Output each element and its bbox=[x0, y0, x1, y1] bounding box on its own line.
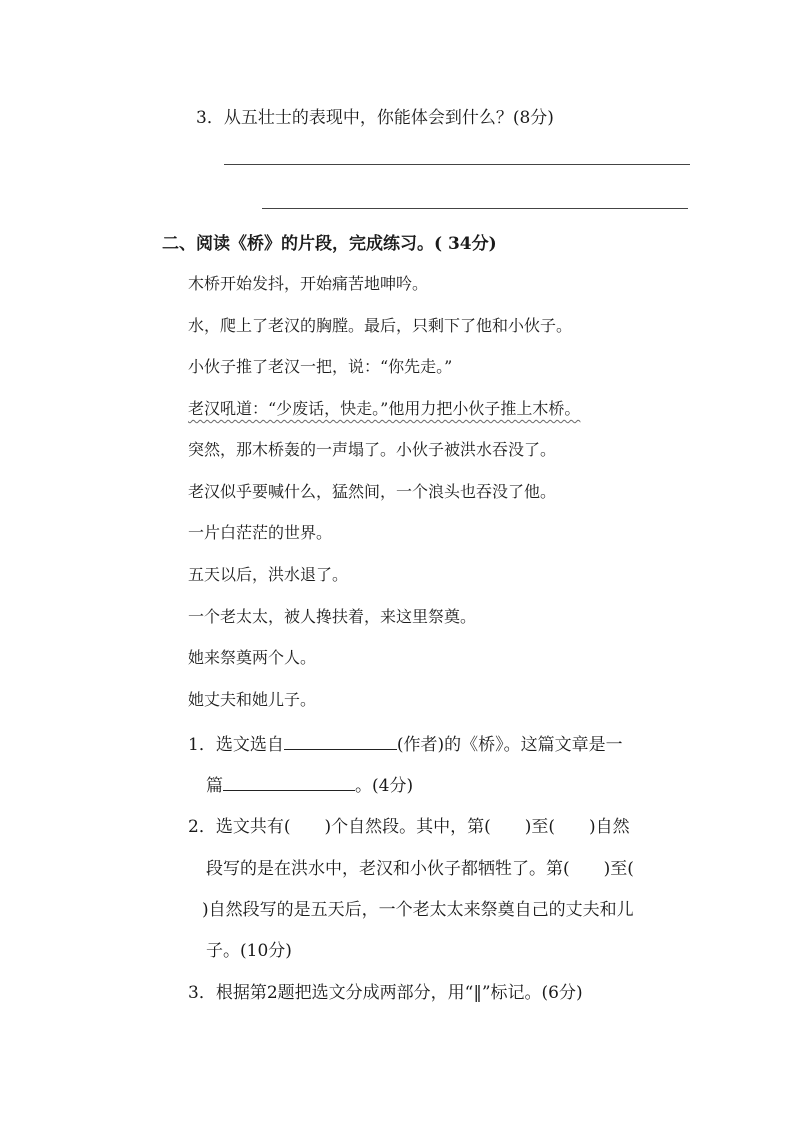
passage-paragraph-8: 五天以后，洪水退了。 bbox=[188, 565, 349, 584]
question-2-line4: 子。(10分) bbox=[206, 941, 292, 961]
passage-paragraph-2: 水，爬上了老汉的胸膛。最后，只剩下了他和小伙子。 bbox=[188, 316, 573, 335]
answer-line[interactable] bbox=[224, 164, 690, 165]
q2-line2-text: 段写的是在洪水中，老汉和小伙子都牺牲了。第( bbox=[206, 859, 570, 879]
question-2-line1 bbox=[188, 815, 630, 839]
passage-paragraph-7: 一片白茫茫的世界。 bbox=[188, 523, 333, 542]
question-1-prefix: 1．选文选自 bbox=[188, 735, 284, 755]
q2-text-a: 2．选文共有( bbox=[188, 817, 291, 837]
passage-paragraph-5: 突然，那木桥轰的一声塌了。小伙子被洪水吞没了。 bbox=[188, 440, 557, 459]
passage-paragraph-11: 她丈夫和她儿子。 bbox=[188, 690, 317, 709]
question-3-part1: 3．从五壮士的表现中，你能体会到什么？(8分) bbox=[196, 108, 554, 128]
question-1-line2 bbox=[206, 773, 413, 798]
question-1-line2-prefix: 篇 bbox=[206, 776, 223, 796]
answer-line[interactable] bbox=[262, 208, 688, 209]
q2-text-c: )至( bbox=[524, 817, 555, 837]
q2-line2-text-b: )至( bbox=[603, 859, 634, 879]
section-2-title: 二、阅读《桥》的片段，完成练习。( 34分) bbox=[162, 234, 497, 254]
passage-paragraph-6: 老汉似乎要喊什么，猛然间，一个浪头也吞没了他。 bbox=[188, 482, 557, 501]
question-1-middle: (作者)的《桥》。这篇文章是一 bbox=[396, 735, 623, 755]
question-3: 3．根据第2题把选文分成两部分，用“‖”标记。(6分) bbox=[188, 983, 583, 1003]
genre-blank[interactable] bbox=[223, 773, 355, 791]
q2-text-b: )个自然段。其中，第( bbox=[324, 817, 491, 837]
passage-paragraph-1: 木桥开始发抖，开始痛苦地呻吟。 bbox=[188, 274, 429, 293]
passage-paragraph-4: 老汉吼道：“少废话，快走。”他用力把小伙子推上木桥。 bbox=[188, 399, 581, 418]
author-blank[interactable] bbox=[284, 732, 397, 750]
passage-paragraph-9: 一个老太太，被人搀扶着，来这里祭奠。 bbox=[188, 607, 477, 626]
question-1-line2-suffix: 。(4分) bbox=[355, 776, 414, 796]
question-1-line1 bbox=[188, 732, 623, 757]
passage-paragraph-3: 小伙子推了老汉一把，说：“你先走。” bbox=[188, 357, 453, 376]
question-2-line3: )自然段写的是五天后，一个老太太来祭奠自己的丈夫和儿 bbox=[202, 900, 634, 920]
passage-paragraph-10: 她来祭奠两个人。 bbox=[188, 648, 317, 667]
question-2-line2 bbox=[206, 857, 634, 881]
q2-text-d: )自然 bbox=[588, 817, 630, 837]
